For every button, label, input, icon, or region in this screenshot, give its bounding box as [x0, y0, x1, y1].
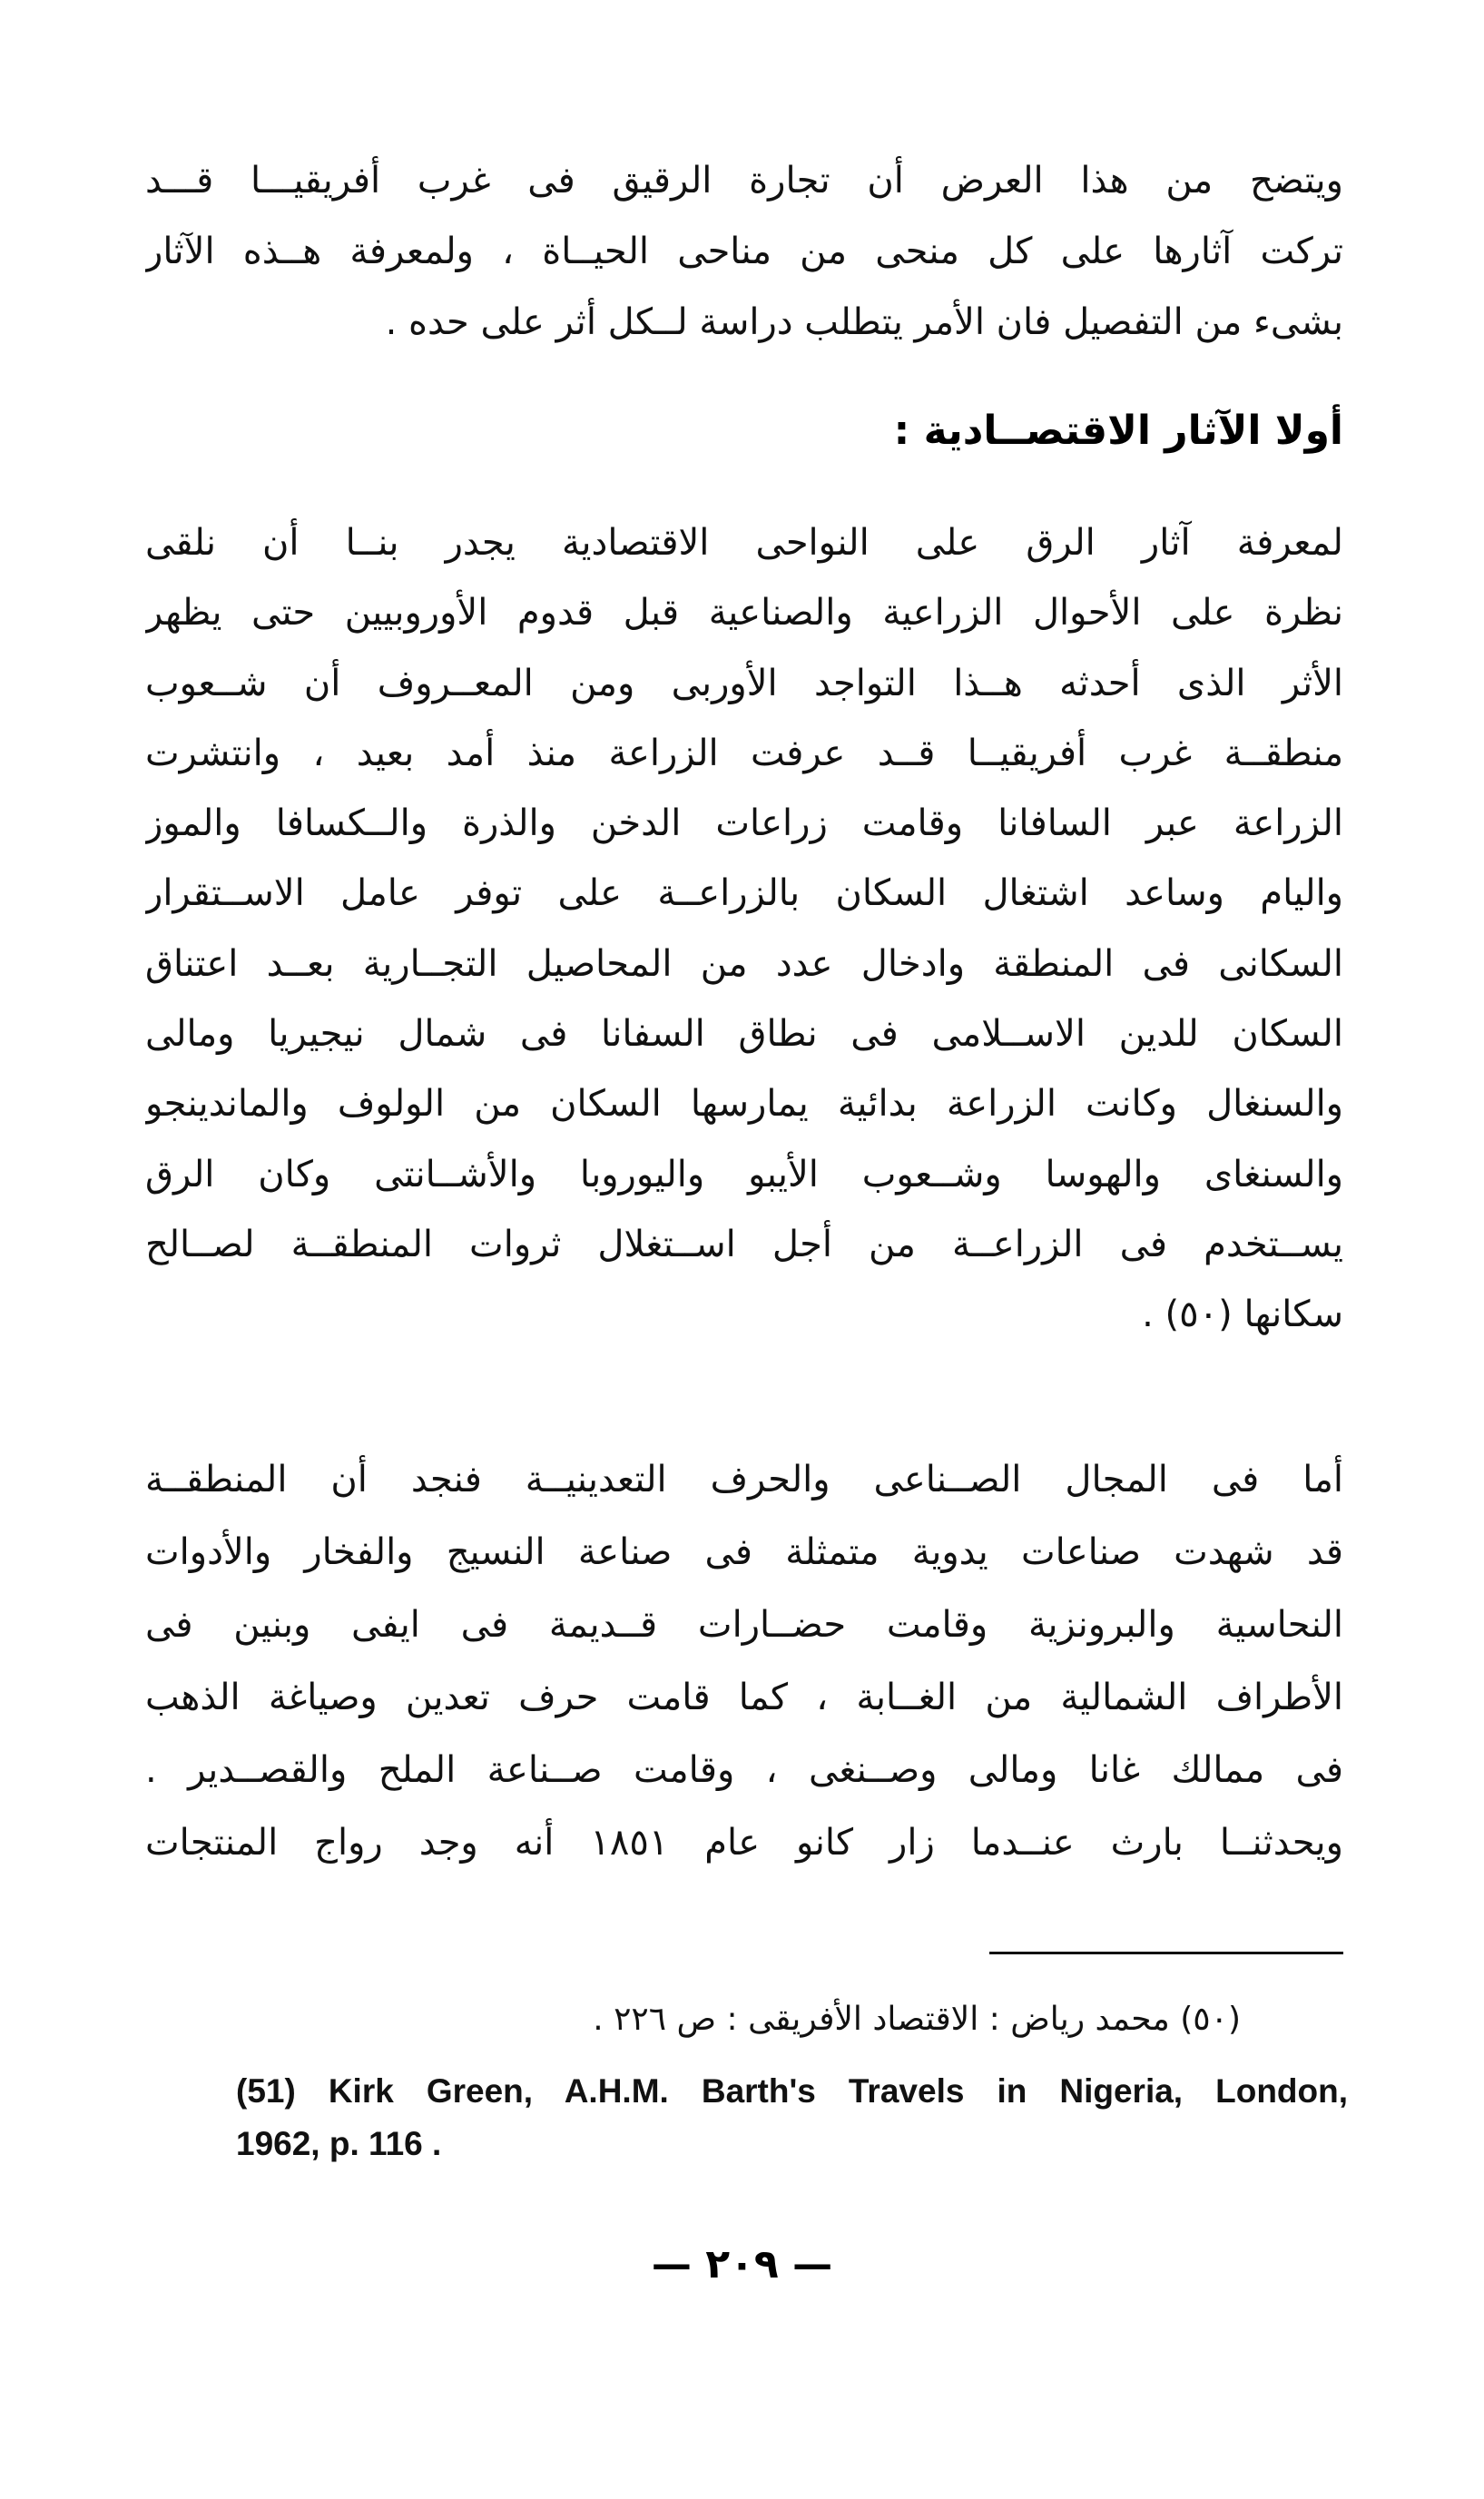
paragraph-line: منطقــة غرب أفريقيــا قــد عرفت الزراعة منذ أمد بعيد ، وانتشرت: [145, 732, 1343, 774]
page-number: — ٢٠٩ —: [651, 2241, 833, 2287]
paragraph-line: أما فى المجال الصــناعى والحرف التعدينيــة فنجد أن المنطقــة: [145, 1459, 1343, 1500]
paragraph-line: السكان للدين الاســلامى فى نطاق السفانا فى شمال نيجيريا ومالى: [145, 1013, 1343, 1056]
paragraph-line: الأثر الذى أحدثه هــذا التواجد الأوربى ومن المعــروف أن شــعوب: [145, 662, 1343, 704]
footnote-line: 1962, p. 116 .: [236, 2125, 442, 2162]
paragraph-line: والسنغال وكانت الزراعة بدائية يمارسها السكان من الولوف والماندينجو: [145, 1083, 1343, 1126]
paragraph-line: قد شهدت صناعات يدوية متمثلة فى صناعة النسيج والفخار والأدوات: [145, 1531, 1343, 1573]
paragraph-line: ويتضح من هذا العرض أن تجارة الرقيق فى غرب أفريقيـــا قـــد: [145, 160, 1343, 202]
footnote-line: (51) Kirk Green, A.H.M. Barth's Travels in Nigeria, London,: [236, 2072, 1348, 2110]
industry-paragraph: [145, 1443, 1343, 1879]
paragraph-line: والسنغاى والهوسا وشــعوب الأيبو واليوروبا والأشــانتى وكان الرق: [145, 1153, 1343, 1195]
agriculture-paragraph: [145, 508, 1343, 1351]
paragraph-line: بشىء من التفصيل فان الأمر يتطلب دراسة لــكل أثر على حده .: [385, 301, 1343, 343]
footnote-51: [236, 2065, 1348, 2170]
paragraph-line: الأطراف الشمالية من الغــابة ، كما قامت حرف تعدين وصياغة الذهب: [145, 1677, 1343, 1718]
paragraph-line: النحاسية والبرونزية وقامت حضــارات قــديمة فى ايفى وبنين فى: [145, 1604, 1343, 1646]
paragraph-line: ويحدثنــا بارث عنــدما زار كانو عام ١٨٥١ أنه وجد رواج المنتجات: [145, 1822, 1343, 1864]
footnote-divider: [989, 1952, 1343, 1954]
paragraph-line: واليام وساعد اشتغال السكان بالزراعــة على توفر عامل الاســتقرار: [145, 872, 1343, 915]
paragraph-line: تركت آثارها على كل منحى من مناحى الحيــاة ، ولمعرفة هــذه الآثار: [145, 231, 1343, 272]
paragraph-line: يســتخدم فى الزراعــة من أجل اســتغلال ثروات المنطقــة لصــالح: [145, 1223, 1343, 1265]
paragraph-line: سكانها (٥٠) .: [1142, 1294, 1343, 1336]
intro-paragraph: [145, 145, 1343, 358]
paragraph-line: لمعرفة آثار الرق على النواحى الاقتصادية يجدر بنــا أن نلقى: [145, 522, 1343, 564]
paragraph-line: نظرة على الأحوال الزراعية والصناعية قبل قدوم الأوروبيين حتى يظهر: [145, 592, 1343, 635]
paragraph-line: الزراعة عبر السافانا وقامت زراعات الدخن والذرة والــكسافا والموز: [145, 802, 1343, 845]
paragraph-line: فى ممالك غانا ومالى وصــنغى ، وقامت صــناعة الملح والقصــدير .: [145, 1749, 1343, 1791]
footnote-50: (٥٠) محمد رياض : الاقتصاد الأفريقى : ص ٢٢٦ .: [593, 2001, 1241, 2038]
section-heading: أولا الآثار الاقتصــادية :: [893, 408, 1343, 454]
paragraph-line: السكانى فى المنطقة وادخال عدد من المحاصيل التجــارية بعــد اعتناق: [145, 942, 1343, 985]
